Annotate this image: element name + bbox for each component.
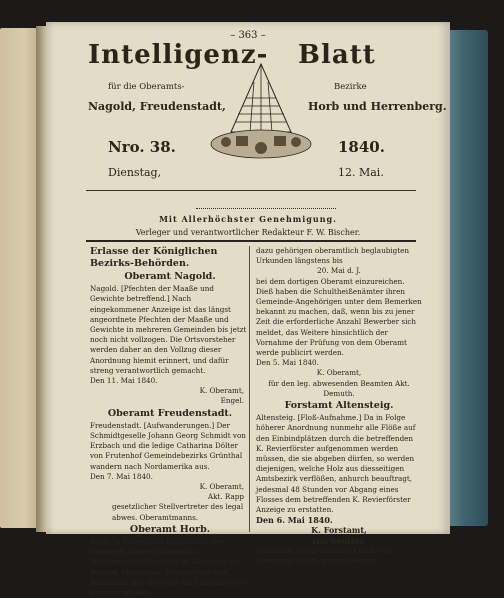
dotted-rule: [196, 208, 336, 209]
newspaper-page: [46, 22, 450, 598]
day: 12. Mai.: [338, 166, 384, 179]
article-body: dazu gehörigen oberamtlich beglaubigten Urkunden längstens bis: [256, 246, 409, 266]
article-body: Nagold. [Pfechten der Maaße und Gewichte betreffend.] Nach eingekommener Anzeige ist das längst angeordnete Pfechten der Maaße und Gewichte in mehreren Gemeinden bis jetzt noch nicht vollzogen. Die Ortsvorsteher werden daher an den Vollzug dieser Anordnung hiemit erinnert, und dafür streng verantwortlich gemacht.: [90, 284, 247, 375]
masthead-title-left: Intelligenz-: [88, 40, 269, 70]
header-rule: [86, 240, 416, 242]
towns-right: Horb und Herrenberg.: [308, 100, 447, 113]
privilege-line: Mit Allerhöchster Genehmigung.: [159, 214, 337, 224]
left-column: [90, 246, 250, 598]
subtitle-right: Bezirke: [334, 82, 367, 92]
section-title-freudenstadt: Oberamt Freudenstadt.: [107, 407, 233, 419]
article-body: Altensteig. [Holz-Verkaufs.] Im Revier Altensteig finden an nachbenann-: [256, 545, 394, 566]
issue-number: Nro. 38.: [108, 138, 176, 156]
article-body: bei dem dortigen Oberamt einzureichen. Dieß haben die Schultheißenämter ihren Gemeinde-Angehörigen unter dem Bemerken bekannt zu machen, daß, wenn bis zu jener Zeit die erforderliche Anzahl Bewerber sich meldet, das Weitere hinsichtlich der Vornahme der Prüfung von dem Oberamt werde publicirt werden.: [256, 276, 422, 358]
article-body: Altensteig. [Floß-Aufnahme.] Da in Folge höherer Anordnung nunmehr alle Flöße auf den Einbindplätzen durch die betreffenden K. Revierförster aufgenommen werden müssen, die sie abgeben dürfen, so werden diejenigen, welche Holz aus diesseitigen Amtsbezirk verflößen, anhurch beauftragt, jedesmal 48 Stunden vor Abgang eines Flosses dem betreffenden K. Revierförster Anzeige zu erstatten.: [256, 413, 416, 515]
section-title-horb: Oberamt Horb.: [129, 523, 211, 535]
signature-office: K. Oberamt,: [199, 386, 244, 396]
signature-role: gesetzlicher Stellvertreter des legal abwes. Oberamtmanns.: [112, 502, 244, 522]
towns-left: Nagold, Freudenstadt,: [88, 100, 226, 113]
masthead-rule: [86, 190, 416, 191]
section-title-forstamt: Forstamt Altensteig.: [284, 400, 394, 412]
section-title-nagold: Oberamt Nagold.: [124, 271, 216, 282]
page-number: – 363 –: [230, 30, 266, 41]
signature-office: K. Oberamt,: [199, 482, 244, 492]
signature-office: K. Forstamt,: [311, 525, 367, 536]
article-date: Den 7. Mai 1840.: [90, 471, 153, 481]
publisher-line: Verleger und verantwortlicher Redakteur F. W. Bischer.: [135, 228, 361, 237]
article-body: Freudenstadt. [Aufwanderungen.] Der Schmidtgeselle Johann Georg Schmidt von Erzbach und die ledige Catharina Dölter von Frutenhof Gemeindebezirks Grünthal wandern nach Nordamerika aus.: [90, 420, 246, 471]
masthead-title-right: Blatt: [298, 40, 376, 70]
book-binding: [448, 30, 488, 526]
subtitle-left: für die Oberamts-: [108, 82, 185, 92]
article-date: Den 11. Mai 1840.: [90, 376, 158, 386]
signature-name: Akt. Rapp: [207, 492, 244, 502]
article-date: Den 6. Mai 1840.: [256, 515, 333, 526]
deadline-date: 20. Mai d. J.: [317, 266, 361, 276]
weekday: Dienstag,: [108, 166, 162, 179]
article-date: Den 5. Mai 1840.: [256, 358, 319, 368]
section-heading: Erlasse der Königlichen Bezirks-Behörden.: [90, 246, 218, 269]
previous-page-edge: [0, 28, 40, 528]
right-column: [256, 246, 422, 566]
signature-office: K. Oberamt,: [316, 368, 362, 378]
signature-role: für den leg. abwesenden Beamten Akt. Demuth.: [268, 378, 410, 398]
article-body: Horb. In Folge einer Mittheilung des Oberamts Rottweil haben die Meisterrechts-Bewerber im Gewerbe der Maurer, Steinhauer, Zimmerleute und Mühlärzte ihre Gesuche um Zulassung zur Prüfung mit den: [90, 537, 246, 598]
signature-name: von Seutter.: [311, 535, 366, 546]
signature-name: Engel.: [220, 396, 244, 406]
issue-year: 1840.: [338, 138, 385, 156]
